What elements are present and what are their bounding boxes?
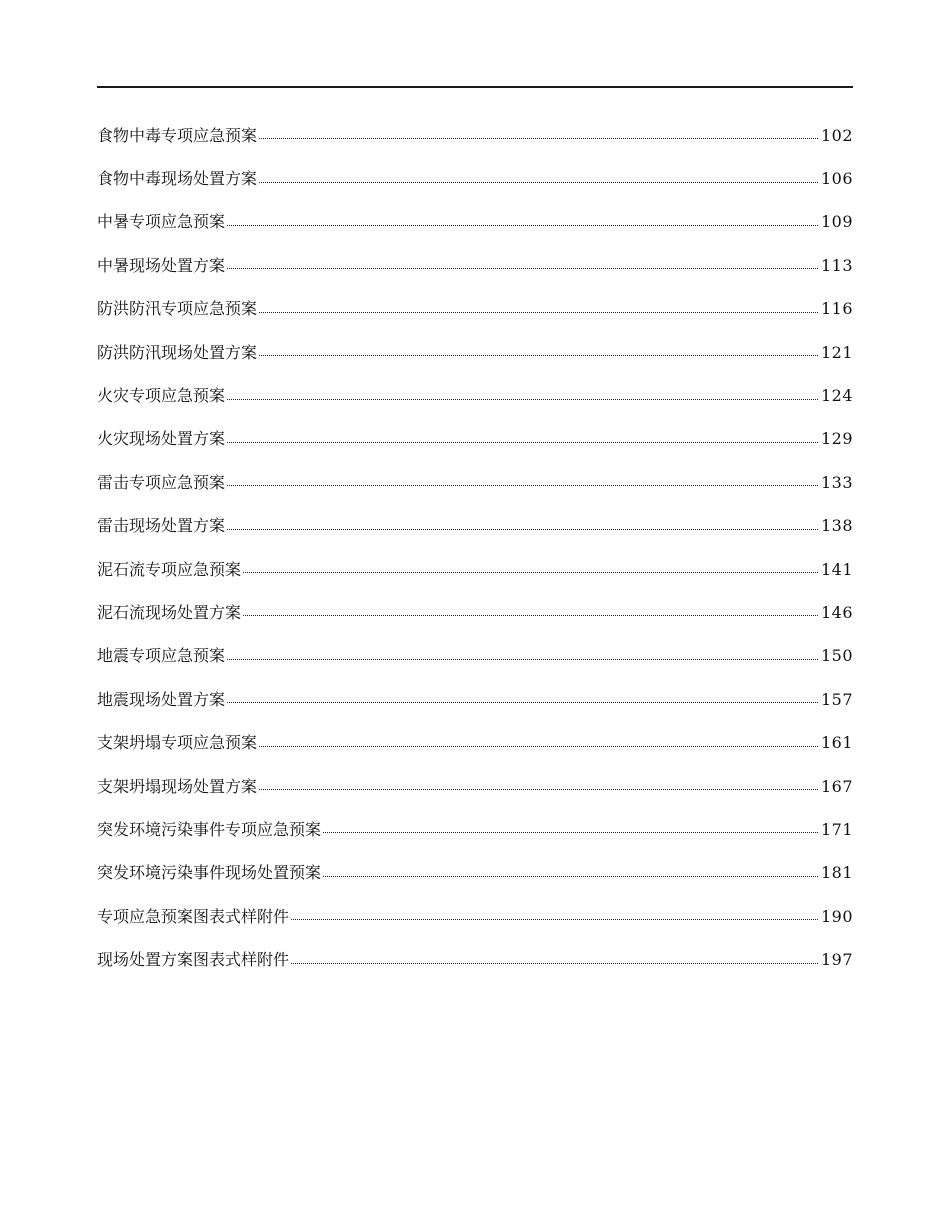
toc-entry-page-number: 141: [820, 559, 853, 579]
dot-leader: [243, 572, 818, 573]
toc-entry-title: 食物中毒现场处置方案: [97, 169, 258, 189]
toc-entry[interactable]: [97, 938, 853, 981]
toc-entry-page-number: 124: [820, 386, 853, 406]
toc-entry-page-number: 116: [820, 299, 853, 319]
dot-leader: [227, 268, 818, 269]
toc-entry-title: 突发环境污染事件现场处置预案: [97, 863, 322, 883]
dot-leader: [243, 615, 818, 616]
toc-entry[interactable]: [97, 895, 853, 938]
toc-entry-page-number: 157: [820, 689, 853, 709]
toc-entry[interactable]: [97, 852, 853, 895]
toc-entry-page-number: 150: [820, 646, 853, 666]
toc-entry-page-number: 167: [820, 776, 853, 796]
toc-entry-title: 泥石流专项应急预案: [97, 559, 242, 579]
table-of-contents: [97, 114, 853, 982]
toc-entry[interactable]: [97, 765, 853, 808]
toc-entry-title: 食物中毒专项应急预案: [97, 125, 258, 145]
toc-entry-title: 中暑专项应急预案: [97, 212, 226, 232]
toc-entry[interactable]: [97, 157, 853, 200]
toc-entry-title: 雷击专项应急预案: [97, 472, 226, 492]
toc-entry[interactable]: [97, 461, 853, 504]
toc-entry-title: 地震专项应急预案: [97, 646, 226, 666]
toc-entry-page-number: 190: [820, 906, 853, 926]
dot-leader: [259, 355, 818, 356]
toc-entry-page-number: 146: [820, 602, 853, 622]
toc-entry-page-number: 197: [820, 950, 853, 970]
toc-entry[interactable]: [97, 721, 853, 764]
dot-leader: [227, 529, 818, 530]
toc-entry-page-number: 138: [820, 516, 853, 536]
toc-entry[interactable]: [97, 288, 853, 331]
toc-entry[interactable]: [97, 591, 853, 634]
toc-entry[interactable]: [97, 201, 853, 244]
dot-leader: [259, 182, 818, 183]
toc-entry[interactable]: [97, 678, 853, 721]
dot-leader: [227, 399, 818, 400]
toc-entry-page-number: 171: [820, 819, 853, 839]
dot-leader: [227, 659, 818, 660]
dot-leader: [323, 832, 818, 833]
toc-entry-page-number: 121: [820, 342, 853, 362]
dot-leader: [291, 963, 818, 964]
dot-leader: [259, 138, 818, 139]
toc-entry-page-number: 113: [820, 255, 853, 275]
toc-entry[interactable]: [97, 548, 853, 591]
toc-entry-page-number: 106: [820, 169, 853, 189]
toc-entry-title: 防洪防汛现场处置方案: [97, 342, 258, 362]
toc-entry-page-number: 161: [820, 733, 853, 753]
toc-entry-page-number: 181: [820, 863, 853, 883]
toc-entry-page-number: 129: [820, 429, 853, 449]
toc-entry-page-number: 109: [820, 212, 853, 232]
toc-entry[interactable]: [97, 374, 853, 417]
dot-leader: [291, 919, 818, 920]
toc-entry[interactable]: [97, 244, 853, 287]
header-rule: [97, 86, 853, 88]
toc-entry-title: 支架坍塌专项应急预案: [97, 733, 258, 753]
toc-entry[interactable]: [97, 808, 853, 851]
toc-entry-title: 雷击现场处置方案: [97, 516, 226, 536]
toc-entry-title: 现场处置方案图表式样附件: [97, 950, 290, 970]
toc-entry-title: 泥石流现场处置方案: [97, 602, 242, 622]
toc-entry-title: 支架坍塌现场处置方案: [97, 776, 258, 796]
dot-leader: [259, 746, 818, 747]
toc-entry-title: 火灾现场处置方案: [97, 429, 226, 449]
toc-entry-title: 防洪防汛专项应急预案: [97, 299, 258, 319]
toc-entry-page-number: 133: [820, 472, 853, 492]
toc-entry[interactable]: [97, 505, 853, 548]
dot-leader: [259, 789, 818, 790]
toc-entry-title: 火灾专项应急预案: [97, 386, 226, 406]
dot-leader: [227, 485, 818, 486]
dot-leader: [227, 442, 818, 443]
toc-entry-title: 突发环境污染事件专项应急预案: [97, 819, 322, 839]
dot-leader: [323, 876, 818, 877]
dot-leader: [259, 312, 818, 313]
toc-entry-title: 中暑现场处置方案: [97, 255, 226, 275]
toc-entry-page-number: 102: [820, 125, 853, 145]
dot-leader: [227, 702, 818, 703]
toc-entry[interactable]: [97, 331, 853, 374]
toc-entry[interactable]: [97, 114, 853, 157]
toc-entry[interactable]: [97, 418, 853, 461]
toc-entry-title: 专项应急预案图表式样附件: [97, 906, 290, 926]
toc-entry-title: 地震现场处置方案: [97, 689, 226, 709]
dot-leader: [227, 225, 818, 226]
toc-entry[interactable]: [97, 635, 853, 678]
